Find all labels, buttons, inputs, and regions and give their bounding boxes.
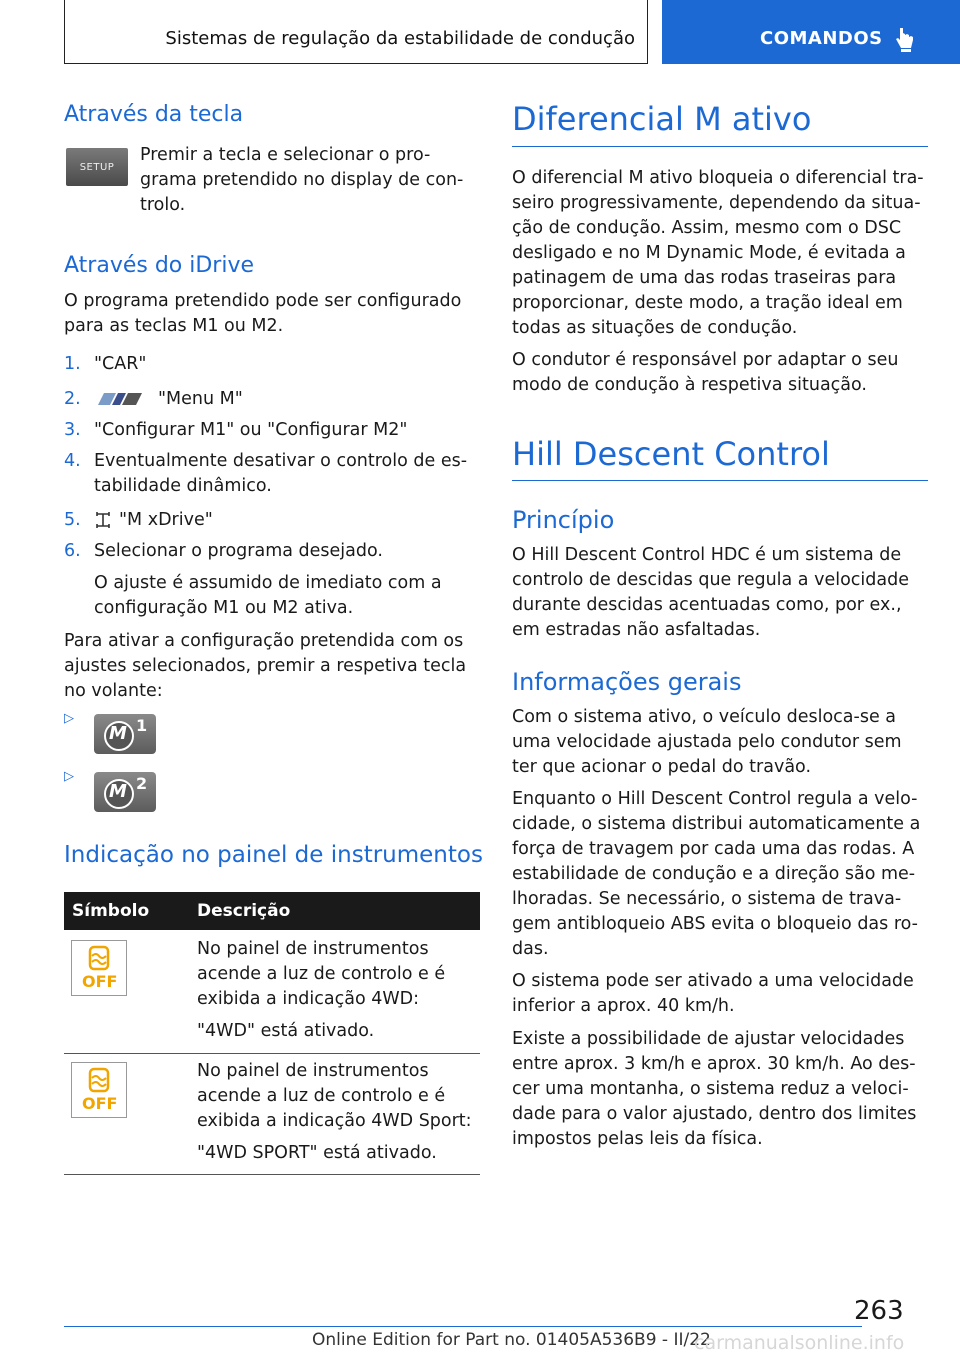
text-line: Premir a tecla e selecionar o pro-	[140, 145, 431, 165]
text-line: O diferencial M ativo bloqueia o diferencial tra-	[512, 168, 924, 188]
xdrive-icon	[94, 510, 112, 530]
heading-diferencial: Diferencial M ativo	[512, 100, 812, 138]
4wd-off-warning-icon	[71, 940, 127, 996]
paragraph-diff-2	[512, 348, 898, 398]
heading-atraves-idrive: Através do iDrive	[64, 253, 255, 278]
text-line: configuração M1 ou M2 ativa.	[94, 598, 354, 618]
text-line: acende a luz de controlo e é	[197, 964, 446, 984]
text-line: dade para o valor ajustado, dentro dos limites	[512, 1104, 917, 1124]
paragraph-info-2	[512, 787, 920, 962]
step-number: 2.	[64, 389, 81, 409]
step-text: "CAR"	[94, 354, 147, 374]
paragraph-info-1	[512, 705, 902, 780]
text-line: No painel de instrumentos	[197, 1061, 429, 1081]
text-line: das.	[512, 939, 549, 959]
text-line: No painel de instrumentos	[197, 939, 429, 959]
header-title: Sistemas de regulação da estabilidade de condução	[165, 28, 635, 49]
text-line: força de travagem por cada uma das rodas. A	[512, 839, 915, 859]
text-line: acende a luz de controlo e é	[197, 1086, 446, 1106]
footer-edition: Online Edition for Part no. 01405A536B9 - II/22	[312, 1330, 711, 1350]
step-number: 3.	[64, 420, 81, 440]
text-line: proporcionar, deste modo, a tração ideal em	[512, 293, 903, 313]
heading-principio: Princípio	[512, 506, 615, 534]
header-section-label: COMANDOS	[760, 28, 883, 49]
text-line: no volante:	[64, 681, 163, 701]
text-line: entre aprox. 3 km/h e aprox. 30 km/h. Ao des-	[512, 1054, 916, 1074]
step-number: 4.	[64, 451, 81, 471]
step-text: "Menu M"	[158, 389, 243, 409]
paragraph-diff-1	[512, 166, 924, 341]
setup-button-image: SETUP	[66, 148, 128, 186]
text-line: inferior a aprox. 40 km/h.	[512, 996, 735, 1016]
text-line: Para ativar a configuração pretendida com os	[64, 631, 464, 651]
text-line: durante descidas acentuadas como, por ex.,	[512, 595, 902, 615]
m1-button-image	[94, 714, 156, 754]
heading-hdc: Hill Descent Control	[512, 435, 830, 473]
m2-button-image	[94, 772, 156, 812]
hand-pointer-icon	[894, 26, 916, 54]
heading-atraves-tecla: Através da tecla	[64, 102, 244, 127]
footer-watermark: carmanualsonline.info	[694, 1332, 905, 1354]
text-line: gem antibloqueio ABS evita o bloqueio das ro-	[512, 914, 918, 934]
text-line: exibida a indicação 4WD Sport:	[197, 1111, 472, 1131]
text-line: O Hill Descent Control HDC é um sistema de	[512, 545, 902, 565]
text-line: exibida a indicação 4WD:	[197, 989, 420, 1009]
paragraph-tecla	[140, 143, 463, 218]
paragraph-info-3	[512, 969, 914, 1019]
text-line: trolo.	[140, 195, 186, 215]
text-line: ter que acionar o pedal do travão.	[512, 757, 812, 777]
paragraph-idrive	[64, 289, 461, 339]
text-line: O sistema pode ser ativado a uma velocidade	[512, 971, 914, 991]
step-number: 5.	[64, 510, 81, 530]
text-line: controlo de descidas que regula a velocidade	[512, 570, 909, 590]
table-header	[64, 892, 480, 930]
text-line: grama pretendido no display de con-	[140, 170, 464, 190]
paragraph-principio	[512, 543, 909, 643]
heading-info-gerais: Informações gerais	[512, 668, 742, 696]
text-line: Com o sistema ativo, o veículo desloca-se a	[512, 707, 896, 727]
step-text	[94, 449, 467, 499]
text-line: ajustes selecionados, premir a respetiva tecla	[64, 656, 467, 676]
text-line: Existe a possibilidade de ajustar velocidades	[512, 1029, 905, 1049]
heading-indicacao: Indicação no painel de instrumentos	[64, 842, 483, 868]
text-line: modo de condução à respetiva situação.	[512, 375, 867, 395]
text-line: impostos pelas leis da física.	[512, 1129, 763, 1149]
text-line: ção de condução. Assim, mesmo com o DSC	[512, 218, 902, 238]
icon-off-text: OFF	[82, 1094, 118, 1113]
step-number: 6.	[64, 541, 81, 561]
footer-rule	[64, 1326, 862, 1327]
text-line: O condutor é responsável por adaptar o seu	[512, 350, 899, 370]
page-number: 263	[854, 1296, 904, 1326]
text-line: em estradas não asfaltadas.	[512, 620, 761, 640]
paragraph-ativar	[64, 629, 466, 704]
table-row-description	[197, 1059, 472, 1166]
header-section-tab	[662, 0, 960, 64]
m1-sup: 1	[136, 716, 148, 735]
text-line: cer uma montanha, o sistema reduz a veloci-	[512, 1079, 909, 1099]
table-row-divider	[64, 1174, 480, 1175]
4wd-sport-off-warning-icon	[71, 1062, 127, 1118]
text-line: cidade, o sistema distribui automaticamente a	[512, 814, 921, 834]
m-menu-icon	[94, 391, 148, 407]
bullet-icon: ▷	[64, 769, 74, 784]
text-line: lhoradas. Se necessário, o sistema de trava-	[512, 889, 902, 909]
header-title-box	[64, 0, 648, 64]
step-text: "Configurar M1" ou "Configurar M2"	[94, 420, 408, 440]
paragraph-info-4	[512, 1027, 916, 1152]
table-col-simbolo: Símbolo	[72, 901, 150, 921]
text-line: patinagem de uma das rodas traseiras para	[512, 268, 897, 288]
table-row-divider	[64, 1053, 480, 1054]
text-line: seiro progressivamente, dependendo da situa-	[512, 193, 921, 213]
text-line: O ajuste é assumido de imediato com a	[94, 573, 442, 593]
text-line: todas as situações de condução.	[512, 318, 798, 338]
text-line: uma velocidade ajustada pelo condutor sem	[512, 732, 902, 752]
text-line: "4WD SPORT" está ativado.	[197, 1143, 437, 1163]
heading-rule	[512, 146, 928, 147]
step-number: 1.	[64, 354, 81, 374]
text-line: "4WD" está ativado.	[197, 1021, 375, 1041]
heading-rule	[512, 480, 928, 481]
m2-sup: 2	[136, 774, 148, 793]
step-text: Selecionar o programa desejado.	[94, 541, 383, 561]
table-row-description	[197, 937, 445, 1044]
text-line: tabilidade dinâmico.	[94, 476, 272, 496]
text-line: Enquanto o Hill Descent Control regula a velo-	[512, 789, 918, 809]
text-line: estabilidade de condução e a direção são me-	[512, 864, 916, 884]
text-line: O programa pretendido pode ser configurado	[64, 291, 462, 311]
text-line: desligado e no M Dynamic Mode, é evitada a	[512, 243, 906, 263]
bullet-icon: ▷	[64, 711, 74, 726]
m1-letter: M	[109, 723, 127, 744]
text-line: Eventualmente desativar o controlo de es-	[94, 451, 468, 471]
m2-letter: M	[109, 781, 127, 802]
step-subtext	[94, 571, 442, 621]
text-line: para as teclas M1 ou M2.	[64, 316, 284, 336]
step-text: "M xDrive"	[119, 510, 213, 530]
icon-off-text: OFF	[82, 972, 118, 991]
table-col-descricao: Descrição	[197, 901, 291, 921]
